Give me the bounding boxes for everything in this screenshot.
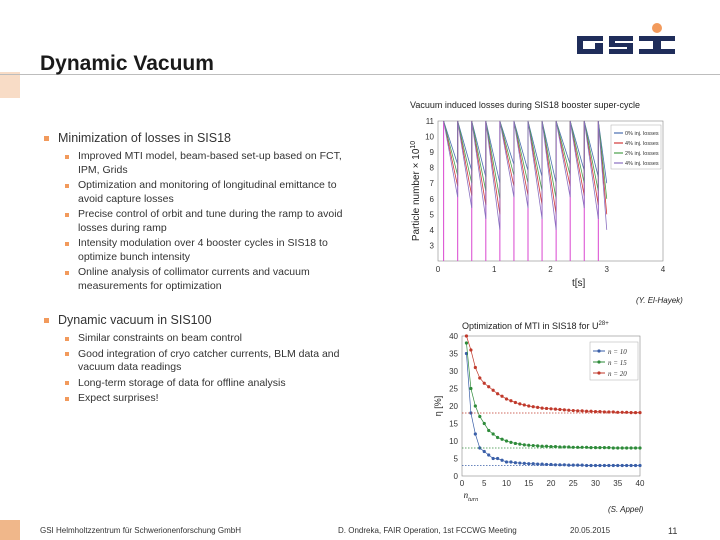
data-point: [536, 444, 539, 447]
list-item: Optimization and monitoring of longitudinal emittance to avoid capture losses: [62, 179, 362, 206]
data-point: [509, 441, 512, 444]
data-point: [554, 445, 557, 448]
data-point: [558, 445, 561, 448]
data-point: [558, 463, 561, 466]
data-point: [638, 411, 641, 414]
y-axis-label: Particle number × $10^{10}$: [410, 140, 422, 242]
data-point: [630, 464, 633, 467]
data-point: [616, 411, 619, 414]
data-point: [612, 446, 615, 449]
x-tick-label: 5: [482, 479, 487, 488]
data-point: [603, 464, 606, 467]
data-point: [492, 457, 495, 460]
data-point: [589, 446, 592, 449]
footer-author: D. Ondreka, FAIR Operation, 1st FCCWG Meeting: [338, 526, 517, 535]
y-tick-label: 10: [425, 132, 434, 142]
footer-date: 20.05.2015: [570, 526, 611, 535]
data-point: [492, 432, 495, 435]
y-tick-label: 5: [453, 454, 458, 464]
data-point: [581, 409, 584, 412]
y-tick-label: 4: [429, 225, 434, 235]
y-tick-label: 7: [429, 179, 434, 189]
data-point: [505, 397, 508, 400]
y-tick-label: 30: [449, 367, 458, 376]
data-point: [496, 392, 499, 395]
data-point: [509, 399, 512, 402]
data-point: [545, 463, 548, 466]
data-point: [567, 409, 570, 412]
data-point: [474, 404, 477, 407]
y-tick-label: 9: [429, 148, 434, 158]
page-title: Dynamic Vacuum: [40, 52, 214, 75]
data-point: [607, 446, 610, 449]
data-point: [612, 464, 615, 467]
data-point: [554, 463, 557, 466]
legend-label: n = 10: [608, 348, 627, 356]
data-point: [594, 410, 597, 413]
data-point: [598, 446, 601, 449]
y-tick-label: 35: [449, 349, 458, 359]
data-point: [598, 464, 601, 467]
data-point: [487, 385, 490, 388]
y-tick-label: 0: [453, 472, 458, 481]
y-tick-label: 15: [449, 419, 458, 429]
data-point: [625, 446, 628, 449]
x-tick-label: 40: [635, 479, 645, 488]
y-tick-label: 3: [429, 241, 434, 251]
data-point: [478, 415, 481, 418]
data-point: [621, 464, 624, 467]
gsi-logo: [575, 20, 685, 60]
data-point: [589, 410, 592, 413]
losses-chart: [408, 113, 690, 291]
section-sis100: [42, 312, 362, 408]
data-point: [505, 439, 508, 442]
data-point: [478, 376, 481, 379]
x-tick-label: 4: [660, 265, 666, 274]
list-item: Improved MTI model, beam-based set-up based on FCT, IPM, Grids: [62, 150, 362, 177]
legend-marker: [597, 360, 600, 363]
data-point: [483, 422, 486, 425]
data-point: [607, 464, 610, 467]
data-point: [616, 464, 619, 467]
data-point: [469, 348, 472, 351]
data-point: [527, 444, 530, 447]
data-point: [607, 410, 610, 413]
y-axis-label: η [%]: [433, 395, 443, 417]
data-point: [598, 410, 601, 413]
x-tick-label: 15: [524, 479, 534, 488]
data-point: [554, 408, 557, 411]
data-point: [567, 445, 570, 448]
data-point: [572, 464, 575, 467]
data-point: [630, 411, 633, 414]
data-point: [487, 429, 490, 432]
data-point: [523, 403, 526, 406]
y-tick-label: 8: [429, 163, 434, 173]
data-point: [630, 446, 633, 449]
x-axis-label: t[s]: [571, 278, 586, 289]
data-point: [581, 464, 584, 467]
data-point: [634, 446, 637, 449]
data-point: [474, 432, 477, 435]
data-point: [541, 445, 544, 448]
data-point: [638, 446, 641, 449]
legend-label: 4% inj. losses: [625, 141, 659, 147]
data-point: [509, 460, 512, 463]
y-tick-label: 10: [449, 437, 458, 446]
data-point: [514, 461, 517, 464]
figure1-caption: Vacuum induced losses during SIS18 booster super-cycle: [410, 100, 640, 110]
data-point: [536, 406, 539, 409]
y-axis-exponent: 10: [410, 140, 417, 149]
data-point: [549, 463, 552, 466]
data-point: [545, 445, 548, 448]
legend-marker: [597, 371, 600, 374]
data-point: [558, 408, 561, 411]
data-point: [634, 411, 637, 414]
list-item: Expect surprises!: [62, 392, 362, 406]
data-point: [518, 461, 521, 464]
data-point: [536, 463, 539, 466]
figure2-caption-text: Optimization of MTI in SIS18 for U: [462, 321, 599, 331]
x-tick-label: 10: [502, 479, 511, 488]
page-number: 11: [668, 526, 678, 536]
legend-label: 2% inj. losses: [625, 151, 659, 157]
data-point: [518, 402, 521, 405]
legend-marker: [597, 349, 600, 352]
y-tick-label: 40: [449, 332, 458, 341]
data-point: [532, 405, 535, 408]
x-axis-label: $n_{turn}$: [463, 490, 479, 503]
section-sis18: [42, 130, 362, 295]
data-point: [483, 382, 486, 385]
data-point: [518, 443, 521, 446]
data-point: [523, 443, 526, 446]
data-point: [585, 410, 588, 413]
data-point: [500, 459, 503, 462]
data-point: [492, 389, 495, 392]
data-point: [612, 410, 615, 413]
data-point: [527, 462, 530, 465]
y-tick-label: 5: [429, 210, 434, 220]
data-point: [576, 446, 579, 449]
data-point: [487, 453, 490, 456]
legend-label: 0% inj. losses: [625, 131, 659, 137]
data-point: [514, 401, 517, 404]
data-point: [572, 446, 575, 449]
figure2-credit: (S. Appel): [608, 505, 644, 514]
corner-accent: [0, 72, 20, 98]
list-item: Good integration of cryo catcher currents, BLM data and vacuum data readings: [62, 348, 362, 375]
data-point: [541, 407, 544, 410]
data-point: [549, 407, 552, 410]
list-item: Long-term storage of data for offline analysis: [62, 377, 362, 391]
data-point: [576, 464, 579, 467]
data-point: [500, 438, 503, 441]
data-point: [594, 446, 597, 449]
data-point: [465, 341, 468, 344]
data-point: [576, 409, 579, 412]
data-point: [496, 436, 499, 439]
x-tick-label: 25: [568, 479, 578, 488]
data-point: [549, 445, 552, 448]
data-point: [634, 464, 637, 467]
y-tick-label: 20: [449, 402, 458, 411]
data-point: [500, 395, 503, 398]
x-tick-label: 30: [591, 479, 600, 488]
list-item: Intensity modulation over 4 booster cycles in SIS18 to optimize bunch intensity: [62, 237, 362, 264]
data-point: [589, 464, 592, 467]
data-point: [585, 446, 588, 449]
data-point: [603, 446, 606, 449]
legend-label: n = 15: [608, 359, 627, 367]
data-point: [541, 463, 544, 466]
footer-organization: GSI Helmholtzzentrum für Schwerionenforschung GmbH: [40, 526, 241, 535]
data-point: [603, 410, 606, 413]
x-tick-label: 1: [492, 265, 497, 274]
data-point: [567, 464, 570, 467]
data-point: [523, 462, 526, 465]
data-point: [545, 407, 548, 410]
x-axis-subscript: turn: [468, 497, 479, 503]
x-tick-label: 35: [613, 479, 623, 488]
data-point: [625, 464, 628, 467]
section-heading-sis18: Minimization of losses in SIS18: [42, 130, 362, 146]
section-heading-sis100: Dynamic vacuum in SIS100: [42, 312, 362, 328]
footer-accent: [0, 520, 20, 540]
x-tick-label: 3: [604, 265, 609, 274]
data-point: [581, 446, 584, 449]
x-tick-label: 0: [459, 479, 465, 488]
data-point: [474, 366, 477, 369]
data-point: [638, 464, 641, 467]
y-tick-label: 6: [429, 194, 434, 204]
data-point: [469, 387, 472, 390]
data-point: [572, 409, 575, 412]
data-point: [621, 446, 624, 449]
data-point: [621, 411, 624, 414]
list-item: Similar constraints on beam control: [62, 332, 362, 346]
data-point: [625, 411, 628, 414]
list-item: Precise control of orbit and tune during the ramp to avoid losses during ramp: [62, 208, 362, 235]
data-point: [563, 445, 566, 448]
y-tick-label: 25: [449, 384, 458, 394]
data-point: [483, 450, 486, 453]
x-tick-label: 20: [546, 479, 556, 488]
y-tick-label: 11: [425, 117, 434, 126]
data-point: [585, 464, 588, 467]
data-point: [563, 408, 566, 411]
data-point: [514, 442, 517, 445]
legend-label: 4% inj. losses: [625, 161, 659, 167]
data-point: [532, 462, 535, 465]
x-tick-label: 0: [435, 265, 441, 274]
data-point: [505, 460, 508, 463]
data-point: [496, 457, 499, 460]
list-item: Online analysis of collimator currents and vacuum measurements for optimization: [62, 266, 362, 293]
x-tick-label: 2: [548, 265, 553, 274]
mti-chart: [432, 330, 652, 508]
data-point: [527, 404, 530, 407]
data-point: [465, 334, 468, 337]
data-point: [616, 446, 619, 449]
data-point: [594, 464, 597, 467]
figure2-caption-sup: 28+: [598, 321, 609, 327]
data-point: [563, 463, 566, 466]
data-point: [532, 444, 535, 447]
figure1-credit: (Y. El-Hayek): [636, 296, 683, 305]
legend-label: n = 20: [608, 370, 627, 378]
